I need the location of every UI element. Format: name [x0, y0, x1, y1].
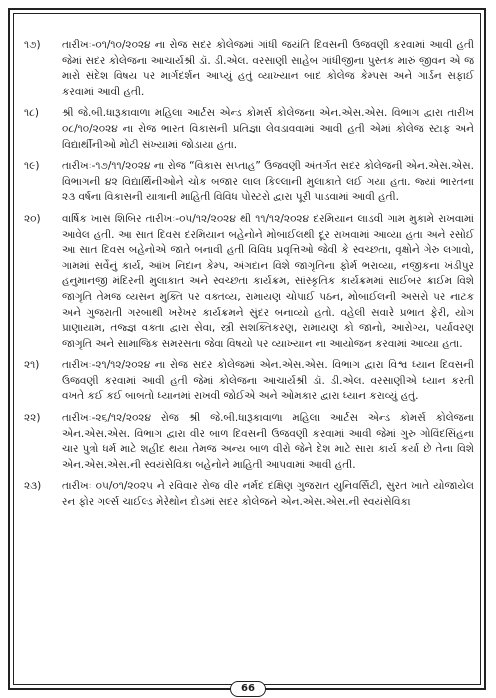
list-item — [24, 212, 474, 352]
list-item — [24, 159, 474, 206]
item-text: વાર્ષિક ખાસ શિબિર તારીખઃ-૦૫/૧૨/૨૦૨૪ થી ૧૧/૧૨/૨૦૨૪ દરમિયાન લાડવી ગામ મુકામે રાખવામાં આવેલ હતી. આ સાત દિવસ દરમિયાન બહેનોને મોબાઈલથી દૂર રાખવામાં આવ્યા હતા અને રસોઈ આ સાત દિવસ બહેનોએ જાતે બનાવી હતી વિવિધ પ્રવૃત્તિઓ જેવી કે સ્વચ્છતા, વૃક્ષોને ગેરુ લગાવો, ગામમાં સર્વેનું કાર્ય, આંખ નિદાન કેમ્પ, અંગદાન વિશે જાગૃતિના ફોર્મ ભરાવ્યા, નજીકના ખંડીપુર હનુમાનજી મંદિરની મુલાકાત અને સ્વચ્છતા કાર્યક્રમ, સાંસ્કૃતિક કાર્યક્રમમાં સાઈબર ક્રાઈમ વિશે જાગૃતિ તેમજ વ્યસન મુક્તિ પર વક્તવ્ય, રામાયણ ચોપાઈ પઠન, મોબાઈલની અસરો પર નાટક અને ગુજરાતી ગરબાથી ખરેખર કાર્યક્રમને સુંદર બનાવ્યો હતો. વહેલી સવારે પ્રભાત ફેરી, યોગ પ્રાણાયામ, તજ્જ્ઞ વક્તા દ્વારા સેવા, સ્ત્રી સશક્તિકરણ, રામાયણ કો જાનો, આરોગ્ય, પર્યાવરણ જાગૃતિ અને સામાજિક સમરસતા જેવા વિષયો પર વ્યાખ્યાન ના આયોજન કરવામાં આવ્યા હતા. — [62, 212, 474, 350]
item-text: શ્રી જે.બી.ધારૂકાવાળા મહિલા આર્ટસ એન્ડ કોમર્સ કોલેજના એન.એસ.એસ. વિભાગ દ્વારા તારીખ ૦૮/૧૦/૨૦૨૪ ના રોજ ભારત વિકાસની પ્રતિજ્ઞા લેવડાવવામાં આવી હતી એમાં કોલેજ સ્ટાફ અને વિદ્યાર્થીનીઓ મોટી સંખ્યામાં જોડાયા હતા. — [62, 107, 474, 151]
item-text: તારીખઃ-૦૧/૧૦/૨૦૨૪ ના રોજ સદર કોલેજમાં ગાંધી જયંતિ દિવસની ઉજવણી કરવામાં આવી હતી જેમાં સદર કોલેજના આચાર્યશ્રી ડૉ. ડી.એલ. વરસાણી સાહેબ ગાંધીજીના પુસ્તક મારું જીવન એ જ મારો સંદેશ વિષય પર માર્ગદર્શન આપ્યું હતું વ્યાખ્યાન બાદ કોલેજ કેમ્પસ અને ગાર્ડન સફાઈ કરવામાં આવી હતી. — [62, 39, 474, 98]
item-number: ૨૧) — [24, 359, 40, 372]
page-number: 66 — [230, 681, 266, 697]
list-item — [24, 479, 474, 510]
item-number: ૨૦) — [24, 212, 41, 225]
list-item — [24, 358, 474, 405]
list-item — [24, 106, 474, 153]
list-item — [24, 38, 474, 100]
document-body — [24, 38, 474, 517]
item-text: તારીખઃ-૨૧/૧૨/૨૦૨૪ ના રોજ સદર કોલેજમાં એન.એસ.એસ. વિભાગ દ્વારા વિશ્વ ધ્યાન દિવસની ઉજવણી કરવામાં આવી હતી જેમાં કોલેજના આચાર્યશ્રી ડૉ. ડી.એલ. વરસાણીએ ધ્યાન કરતી વખતે કઈ કઈ બાબતો ધ્યાનમાં રાખવી જોઈએ અને ઓમકાર દ્વારા ધ્યાન કરાવ્યું હતું. — [62, 359, 474, 403]
list-item — [24, 411, 474, 473]
item-text: તારીખઃ-૧૭/૧૧/૨૦૨૪ ના રોજ “વિકાસ સપ્તાહ” ઉજવણી અંતર્ગત સદર કોલેજની એન.એસ.એસ. વિભાગની ૪૨ વિદ્યાર્થિનીઓને ચોક બજાર લાલ કિલ્લાની મુલાકાતે લઈ ગયા હતા. જ્યાં ભારતના ૨૩ વર્ષના વિકાસની યાત્રાની માહિતી વિવિધ પોસ્ટરો દ્વારા પૂરી પાડવામાં આવી હતી. — [62, 160, 474, 204]
page-footer — [0, 676, 496, 697]
item-number: ૧૯) — [24, 160, 40, 173]
item-number: ૨૨) — [24, 412, 41, 425]
item-text: તારીખઃ-૨૬/૧૨/૨૦૨૪ રોજ શ્રી જે.બી.ધારૂકાવાળા મહિલા આર્ટસ એન્ડ કોમર્સ કોલેજના એન.એસ.એસ. વિભાગ દ્વારા વીર બાળ દિવસની ઉજવણી કરવામાં આવી જેમાં ગુરુ ગોવિંદસિંહના ચાર પુત્રો ધર્મ માટે શહીદ થયા તેમજ અન્ય બાળ વીરો જેને દેશ માટે સારા કાર્ય કર્યા છે તેના વિશે એન.એસ.એસ.ની સ્વયંસેવિકા બહેનોને માહિતી આપવામાં આવી હતી. — [62, 412, 474, 471]
item-text: તારીખઃ ૦૫/૦૧/૨૦૨૫ ને રવિવાર રોજ વીર નર્મદ દક્ષિણ ગુજરાત યુનિવર્સિટી, સુરત ખાતે યોજાયેલ રન ફોર ગર્લ્સ ચાઈલ્ડ મેરેથોન દોડમાં સદર કોલેજને એન.એસ.એસ.ની સ્વયંસેવિકા — [62, 480, 474, 509]
item-number: ૧૭) — [24, 39, 41, 51]
item-number: ૨૩) — [24, 480, 42, 493]
item-number: ૧૮) — [24, 107, 40, 120]
